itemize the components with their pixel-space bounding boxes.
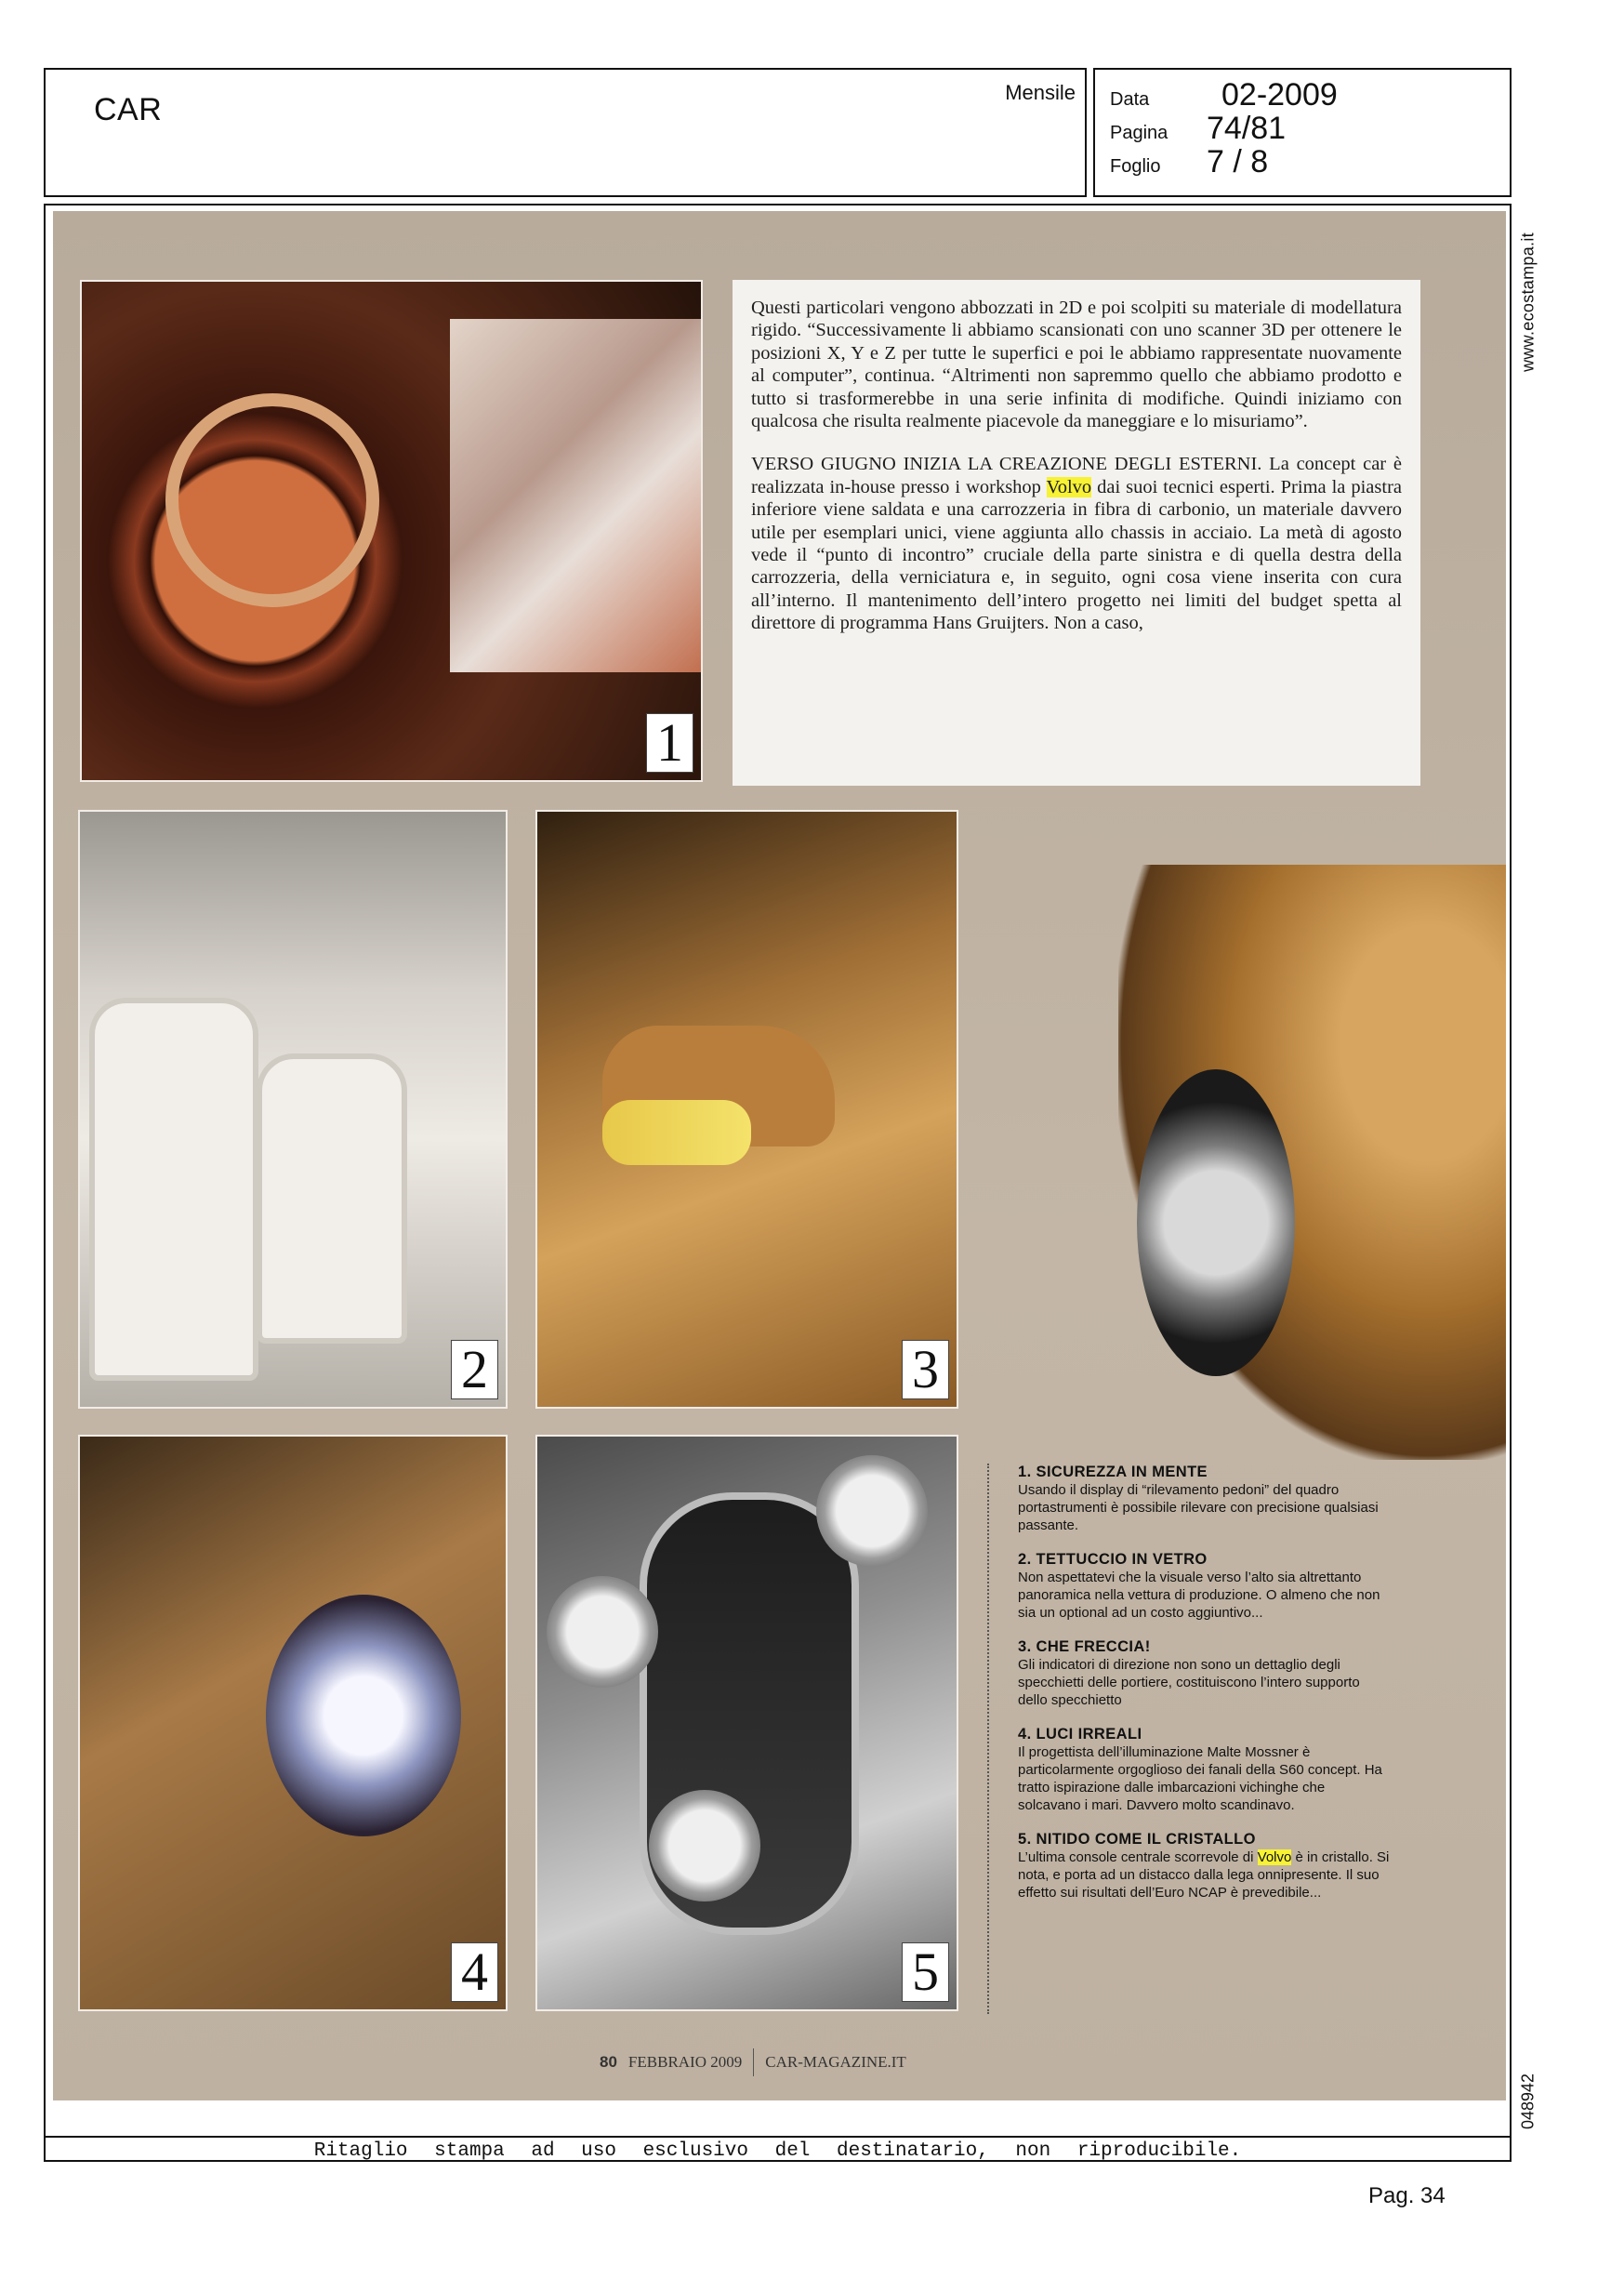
seat-shape-right xyxy=(257,1053,407,1344)
date-label: Data xyxy=(1110,89,1150,110)
photo-glass-roof-interior xyxy=(78,810,508,1409)
wheel-shape xyxy=(1137,1069,1295,1376)
highlight-volvo: Volvo xyxy=(1046,476,1092,497)
photo-number-2: 2 xyxy=(451,1340,498,1399)
pdf-page-number: Pag. 34 xyxy=(1368,2183,1446,2208)
captions-column xyxy=(1018,1464,1390,1918)
photo-headlight xyxy=(78,1435,508,2011)
footer-separator xyxy=(753,2048,754,2076)
page-label: Pagina xyxy=(1110,123,1168,143)
side-code xyxy=(1500,2055,1556,2148)
seat-shape-left xyxy=(89,998,258,1381)
caption-5-title: 5. NITIDO COME IL CRISTALLO xyxy=(1018,1831,1256,1848)
knob-shape-top xyxy=(816,1455,928,1567)
side-code-text: 048942 xyxy=(1518,2073,1538,2130)
caption-3-title: 3. CHE FRECCIA! xyxy=(1018,1638,1151,1655)
sheet-value: 7 / 8 xyxy=(1207,144,1269,179)
caption-1-text: Usando il display di “rilevamento pedoni” del quadro portastrumenti è possibile rilevare con precisione qualsiasi passante. xyxy=(1018,1482,1379,1533)
side-url-text: www.ecostampa.it xyxy=(1518,232,1538,372)
caption-3 xyxy=(1018,1638,1390,1709)
caption-1-title: 1. SICUREZZA IN MENTE xyxy=(1018,1464,1208,1480)
window-reflection-shape xyxy=(450,319,701,672)
photo-mirror-indicator xyxy=(535,810,958,1409)
caption-1 xyxy=(1018,1464,1390,1534)
photo-instrument-cluster xyxy=(80,280,703,782)
publication-name: CAR xyxy=(94,92,163,127)
caption-5 xyxy=(1018,1831,1390,1901)
date-value: 02-2009 xyxy=(1221,77,1338,113)
page-row xyxy=(1110,111,1286,147)
sheet-row xyxy=(1110,144,1268,180)
side-url xyxy=(1500,214,1556,391)
photo-number-5: 5 xyxy=(902,1942,949,2002)
knob-shape-bottom xyxy=(649,1790,760,1901)
article-text-box xyxy=(733,280,1420,786)
article-paragraph-2-lead: VERSO GIUGNO INIZIA LA CREAZIONE DEGLI ESTERNI. xyxy=(751,454,1262,475)
article-paragraph-2 xyxy=(751,453,1402,634)
header-publication-box xyxy=(44,68,1087,197)
disclaimer-text: Ritaglio stampa ad uso esclusivo del destinatario, non riproducibile. xyxy=(313,2140,1242,2162)
article-paragraph-1: Questi particolari vengono abbozzati in 2D e poi scolpiti su materiale di modellatura rigido. “Successivamente li abbiamo scansionati con uno scanner 3D per ottenere le posizioni X, Y e Z per tutte le superfici e poi le abbiamo rappresentate nuovamente al computer”, continua. “Altrimenti non sapremmo quello che abbiamo prodotto e tutto si trasformerebbe in una serie infinita di modifiche. Quindi iniziamo con qualcosa che risulta realmente piacevole da maneggiare e lo misuriamo”. xyxy=(751,298,1402,432)
photo-car-front xyxy=(1118,865,1506,1460)
sheet-label: Foglio xyxy=(1110,156,1161,177)
caption-5-highlight-volvo: Volvo xyxy=(1257,1849,1292,1865)
caption-4-title: 4. LUCI IRREALI xyxy=(1018,1726,1142,1742)
caption-2-text: Non aspettatevi che la visuale verso l’alto sia altrettanto panoramica nella vettura di produzione. O almeno che non sia un optional ad un costo aggiuntivo... xyxy=(1018,1570,1380,1621)
magazine-issue: FEBBRAIO 2009 xyxy=(627,2053,743,2071)
magazine-page-number: 80 xyxy=(600,2053,617,2071)
caption-4 xyxy=(1018,1726,1390,1814)
magazine-site: CAR-MAGAZINE.IT xyxy=(765,2053,906,2071)
caption-4-text: Il progettista dell’illuminazione Malte Mossner è particolarmente orgoglioso dei fanali della S60 concept. Ha tratto ispirazione dalle imbarcazioni vichinghe che solcavano i mari. Davvero molto scandinavo. xyxy=(1018,1744,1382,1813)
photo-number-4: 4 xyxy=(451,1942,498,2002)
captions-divider xyxy=(987,1464,989,2014)
header-meta-box xyxy=(1093,68,1512,197)
page-value: 74/81 xyxy=(1207,111,1287,146)
caption-5-text-a: L’ultima console centrale scorrevole di xyxy=(1018,1849,1258,1865)
photo-number-3: 3 xyxy=(902,1340,949,1399)
caption-2 xyxy=(1018,1551,1390,1622)
caption-5-text-b: è in cristallo. Si nota, e porta ad un distacco dalla lega onnipresente. Il suo effetto sui risultati dell’Euro NCAP è prevedibile... xyxy=(1018,1849,1390,1901)
article-paragraph-2-b: dai suoi tecnici esperti. Prima la piastra inferiore viene saldata e una carrozzeria in fibra di carbonio, un materiale davvero utile per esemplari unici, viene aggiunta allo chassis in acciaio. La metà di agosto vede il “punto di incontro” cruciale della parte sinistra e di quella destra della carrozzeria, della verniciatura e, in seguito, ogni cosa viene inserita con cura all’interno. Il mantenimento dell’intero progetto nei limiti del budget spetta al direttore di programma Hans Gruijters. Non a caso, xyxy=(751,476,1402,634)
headlight-shape xyxy=(266,1595,461,1836)
article-paragraph-2-a: La concept car è realizzata in-house presso i workshop xyxy=(751,454,1402,497)
photo-number-1: 1 xyxy=(646,713,693,773)
speedometer-dial-shape xyxy=(165,393,379,607)
date-row xyxy=(1110,77,1338,113)
caption-3-text: Gli indicatori di direzione non sono un dettaglio degli specchietti delle portiere, costituiscono l’intero supporto dello specchietto xyxy=(1018,1657,1360,1708)
photo-center-console xyxy=(535,1435,958,2011)
frequency-label: Mensile xyxy=(1005,81,1076,104)
magazine-page-footer xyxy=(600,2048,906,2076)
knob-shape-left xyxy=(547,1576,658,1688)
indicator-lamp-shape xyxy=(602,1100,751,1165)
disclaimer-bar xyxy=(44,2136,1512,2164)
caption-2-title: 2. TETTUCCIO IN VETRO xyxy=(1018,1551,1208,1568)
